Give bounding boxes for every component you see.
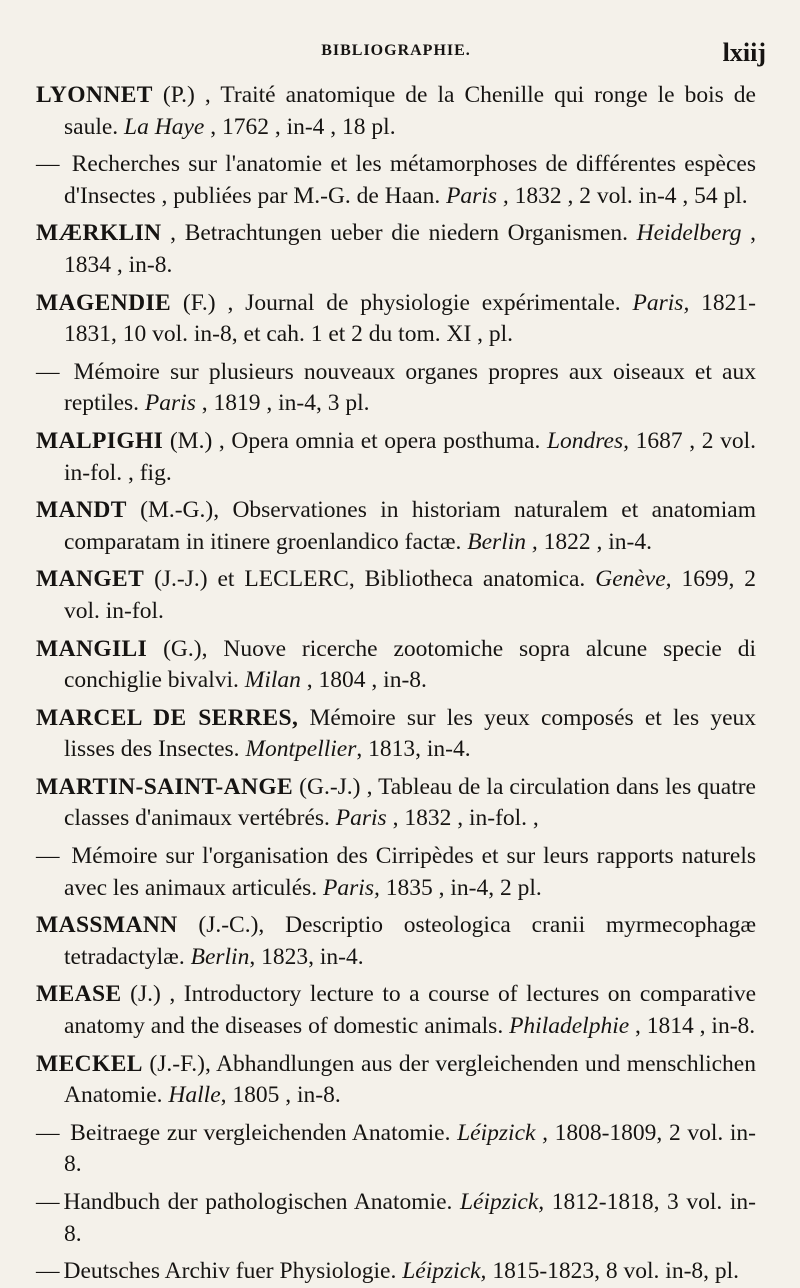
entry-place: Philadelphie xyxy=(509,1013,630,1040)
bibliography-entry xyxy=(36,495,756,558)
entry-author: MARCEL DE SERRES, xyxy=(36,704,299,731)
entry-dash: — xyxy=(36,358,60,385)
entry-author: MALPIGHI xyxy=(36,427,164,454)
entry-place: Paris , xyxy=(446,182,509,209)
entry-details: 1815-1823, 8 vol. in-8, pl. xyxy=(486,1258,740,1285)
bibliography-entry xyxy=(36,1256,756,1288)
bibliography-list xyxy=(36,80,756,1288)
entry-details: 1835 , in-4, 2 pl. xyxy=(379,874,542,901)
entry-dash: — xyxy=(36,1189,60,1215)
bibliography-entry xyxy=(36,634,756,697)
bibliography-entry xyxy=(36,218,756,281)
bibliography-entry xyxy=(36,288,756,351)
entry-place: Berlin xyxy=(190,943,250,970)
entry-dash: — xyxy=(36,151,60,178)
entry-place: Paris xyxy=(335,805,387,832)
entry-author: MAGENDIE xyxy=(36,289,172,316)
entry-text: , Betrachtungen ueber die niedern Organismen. xyxy=(161,220,637,247)
entry-place: Halle xyxy=(168,1082,221,1109)
entry-place: Paris, xyxy=(323,874,380,901)
entry-details: 1822 , in-4. xyxy=(537,528,652,555)
entry-author: MANGET xyxy=(36,566,145,593)
bibliography-entry xyxy=(36,426,756,489)
entry-details: , 1834 , in-8. xyxy=(64,220,757,278)
entry-text: (J.) , Introductory lecture to a course of lectures on comparative anatomy and the diseases of domestic animals. xyxy=(64,981,756,1040)
entry-author: MANGILI xyxy=(36,635,148,662)
entry-text: (P.) , Traité anatomique de la Chenille qui ronge le bois de saule. xyxy=(64,82,756,140)
entry-text: (G.-J.) , Tableau de la circulation dans les quatre classes d'animaux vertébrés. xyxy=(64,773,756,832)
entry-details: 1808-1809, 2 vol. in-8. xyxy=(64,1119,756,1178)
entry-author: LYONNET xyxy=(36,82,153,108)
entry-text: Beitraege zur vergleichenden Anatomie. xyxy=(63,1119,458,1146)
entry-details: , 1813, in-4. xyxy=(356,736,471,763)
entry-place: Londres, xyxy=(546,427,630,454)
entry-text: (G.), Nuove ricerche zootomiche sopra alcune specie di conchiglie bivalvi. xyxy=(64,635,756,694)
entry-dash: — xyxy=(36,843,60,870)
entry-details: 1821-1831, 10 vol. in-8, et cah. 1 et 2 du tom. XI , pl. xyxy=(64,289,756,348)
entry-text: (F.) , Journal de physiologie expérimentale. xyxy=(171,289,633,316)
page-header xyxy=(36,38,766,80)
entry-text: Mémoire sur les yeux composés et les yeux lisses des Insectes. xyxy=(64,704,756,763)
entry-details: , 1832 , in-fol. , xyxy=(386,805,539,832)
entry-text: (M.-G.), Observationes in historiam naturalem et anatomiam comparatam in itinere groenlandico factæ. xyxy=(64,497,756,555)
entry-author: MÆRKLIN xyxy=(36,220,162,247)
bibliography-entry xyxy=(36,910,756,973)
entry-author: MANDT xyxy=(36,497,127,524)
bibliography-entry xyxy=(36,1049,756,1112)
entry-place: Berlin , xyxy=(467,528,538,555)
entry-details: , 1819 , in-4, 3 pl. xyxy=(195,390,370,417)
entry-text: Handbuch der pathologischen Anatomie. xyxy=(63,1189,460,1215)
entry-author: MEASE xyxy=(36,981,122,1008)
entry-details: , 1814 , in-8. xyxy=(629,1013,756,1040)
bibliography-entry xyxy=(36,357,756,420)
entry-place: Paris, xyxy=(632,289,690,316)
bibliography-entry xyxy=(36,841,756,904)
bibliography-entry xyxy=(36,1187,756,1250)
entry-details: , 1804 , in-8. xyxy=(300,667,427,694)
entry-author: MARTIN-SAINT-ANGE xyxy=(36,773,294,800)
bibliography-entry xyxy=(36,564,756,627)
entry-dash: — xyxy=(36,1119,60,1146)
entry-place: Paris xyxy=(144,390,196,417)
entry-text: Recherches sur l'anatomie et les métamorphoses de différentes espèces d'Insectes , publiées par M.-G. de Haan. xyxy=(63,151,756,209)
entry-text: Mémoire sur plusieurs nouveaux organes propres aux oiseaux et aux reptiles. xyxy=(63,358,756,417)
entry-text: (M.) , Opera omnia et opera posthuma. xyxy=(163,427,547,454)
entry-place: Léipzick, xyxy=(402,1258,487,1285)
entry-dash: — xyxy=(36,1258,60,1285)
entry-author: MECKEL xyxy=(36,1050,143,1077)
entry-place: La Haye xyxy=(124,113,205,140)
entry-place: Heidelberg xyxy=(636,220,742,247)
entry-details: 1832 , 2 vol. in-4 , 54 pl. xyxy=(508,182,748,209)
entry-details: , 1762 , in-4 , 18 pl. xyxy=(204,113,396,140)
bibliography-entry xyxy=(36,1118,756,1181)
bibliography-entry xyxy=(36,772,756,835)
bibliography-entry xyxy=(36,979,756,1042)
running-title: BIBLIOGRAPHIE. xyxy=(321,42,471,59)
bibliography-entry xyxy=(36,80,756,143)
entry-details: , 1823, in-4. xyxy=(249,943,364,970)
entry-place: Léipzick , xyxy=(457,1119,548,1146)
entry-place: Genève, xyxy=(595,566,672,593)
entry-text: (J.-F.), Abhandlungen aus der vergleichenden und menschlichen Anatomie. xyxy=(64,1050,756,1109)
entry-place: Léipzick, xyxy=(459,1189,545,1215)
page-number: lxiij xyxy=(722,38,766,67)
entry-text: (J.-C.), Descriptio osteologica cranii myrmecophagæ tetradactylæ. xyxy=(64,912,756,970)
entry-author: MASSMANN xyxy=(36,912,178,939)
entry-text: Mémoire sur l'organisation des Cirripèdes et sur leurs rapports naturels avec les animaux articulés. xyxy=(63,843,756,901)
entry-details: 1687 , 2 vol. in-fol. , fig. xyxy=(64,427,756,486)
entry-text: (J.-J.) et LECLERC, Bibliotheca anatomica. xyxy=(144,566,596,593)
bibliography-entry xyxy=(36,149,756,212)
entry-place: Milan xyxy=(244,667,301,694)
entry-details: , 1805 , in-8. xyxy=(220,1082,341,1109)
bibliography-entry xyxy=(36,703,756,766)
entry-place: Montpellier xyxy=(245,736,357,763)
entry-details: 1699, 2 vol. in-fol. xyxy=(64,566,757,624)
entry-text: Deutsches Archiv fuer Physiologie. xyxy=(63,1258,403,1285)
entry-details: 1812-1818, 3 vol. in-8. xyxy=(64,1189,756,1247)
